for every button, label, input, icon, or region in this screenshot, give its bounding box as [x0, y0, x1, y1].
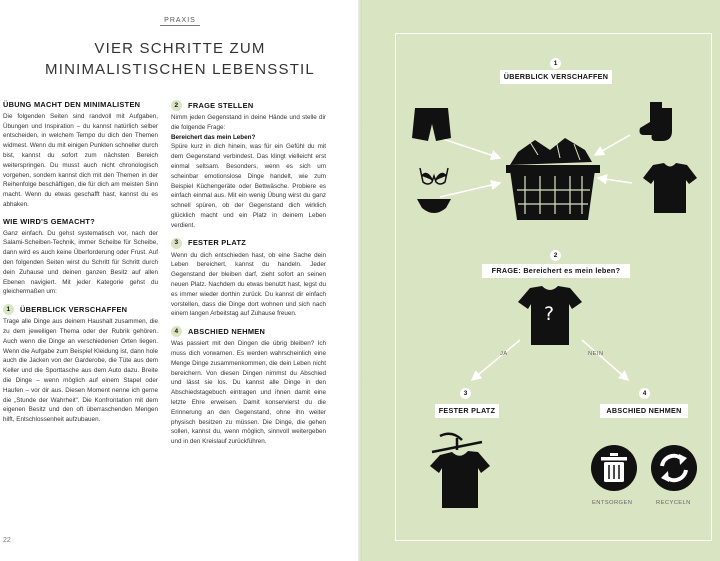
diagram-step3-number: 3: [460, 388, 471, 399]
trash-icon: [591, 445, 637, 491]
step3-number: 3: [171, 238, 182, 249]
step1-number: 1: [3, 304, 14, 315]
page-title-line1: VIER SCHRITTE ZUM: [94, 40, 266, 57]
arrow-bikini-to-basket: [440, 183, 500, 197]
dispose-label: ENTSORGEN: [592, 500, 633, 506]
step4-heading: [171, 326, 326, 337]
step2-text2: Spüre kurz in dich hinein, was für ein Gefühl du mit dem Gegenstand verbindest. Das klingt vielleicht erst einmal seltsam. Besonders, wenn es sich um scheinbar emotionslose Dinge handelt, wie zum Beispiel Küchengeräte oder Bettwäsche. Probiere es einfach einmal aus. Mit ein wenig Übung wirst du ganz schnell spüren, ob der Gegenstand dich wirklich glücklich macht und ein Platz in deinem Leben verdient.: [171, 143, 326, 229]
question-mark: ?: [543, 303, 555, 325]
diagram-step1-number: 1: [550, 58, 561, 69]
diagram-step2-number: 2: [550, 250, 561, 261]
step2-text: Nimm jeden Gegenstand in deine Hände und stelle dir die folgende Frage:: [171, 114, 326, 131]
intro-text: Die folgenden Seiten sind randvoll mit Aufgaben, Übungen und Inspiration – du kannst natürlich selber entscheiden, in welchem Tempo du dich den Themen widmest. Wenn du mit einigen Punkten schneller durch bist, kannst du sofort zum nächsten Bereich weiterspringen. Du musst auch nicht chronologisch vorgehen, sondern kannst dich mit den Themen in der Reihenfolge beschäftigen, die für dich am meisten Sinn macht. Wenn du etwas geschafft hast, kannst du es abhaken.: [3, 112, 158, 208]
text-column-2: [171, 100, 326, 454]
step2-heading-text: FRAGE STELLEN: [188, 100, 254, 110]
step3-heading-text: FESTER PLATZ: [188, 238, 247, 248]
step1-text: Trage alle Dinge aus deinem Haushalt zusammen, die zu dem jeweiligen Thema oder der Rubrik gehören. Auch wenn die Dinge an verschiedenen Orten liegen. Wenn die Aufgabe zum Beispiel Kleidung ist, dann hole auch die Jacken von der Garderobe, die Tüte aus dem Keller und die Sporttasche aus dem Auto dazu. Breite die Dinge – wenn möglich auf einem Stapel oder Haufen – vor dir aus. Diesen Moment nenne ich gerne die „Stunde der Wahrheit". Die Konfrontation mit dem eigenen Besitz und den oft überraschenden Mengen hilft, Entschlossenheit aufzubauen.: [3, 318, 158, 424]
step3-text: Wenn du dich entschieden hast, ob eine Sache dein Leben bereichert, kannst du handeln. Jeder Gegenstand der bleiben darf, zieht sofort an seinen neuen Platz. Nachdem du etwas benutzt hast, legst du es immer wieder dorthin zurück. Du kannst dir einfach vorstellen, dass die Dinge dort wohnen und sich nach einem langen Arbeitstag auf Zuhause freuen.: [171, 251, 326, 318]
step1-heading: [3, 304, 158, 315]
arrow-yes: [472, 340, 520, 380]
step4-text: Was passiert mit den Dingen die übrig bleiben? Ich muss dich vorwarnen. Es werden wahrscheinlich eine Menge Dinge zusammenkommen, die dein Leben nicht bereichern. Von diesen Dingen nimmst du Abschied und lässt sie los. Du kannst alle Dinge in den Abschiedstagebuch eintragen und ihnen damit eine letzte Ehre erweisen. Damit konservierst du die Erinnerung an den Gegenstand, ohne ihn weiter physisch besitzen zu müssen. Die Dinge, die gehen sollen, kannst du, wenn möglich, sinnvoll weitergeben und in den Kreislauf zurückführen.: [171, 340, 326, 446]
diagram-graphics: [360, 0, 720, 561]
step4-number: 4: [171, 326, 182, 337]
no-label: NEIN: [588, 351, 604, 357]
recycle-label: RECYCELN: [656, 500, 691, 506]
arrow-socks-to-basket: [595, 135, 630, 155]
arrow-shirt-to-basket: [598, 178, 632, 183]
diagram-step2-label: FRAGE: Bereichert es mein leben?: [482, 264, 630, 278]
diagram-step4-label: ABSCHIED NEHMEN: [600, 404, 688, 418]
hanger-shirt-icon: [430, 434, 490, 508]
arrow-no: [582, 340, 628, 380]
page-title-line2: MINIMALISTISCHEN LEBENSSTIL: [45, 61, 315, 78]
tshirt-icon: [643, 163, 697, 213]
arrow-shorts-to-basket: [440, 138, 500, 158]
recycle-icon: [651, 445, 697, 491]
step3-heading: [171, 238, 326, 249]
step2-question: Bereichert das mein Leben?: [171, 133, 256, 141]
diagram-step3-label: FESTER PLATZ: [435, 404, 499, 418]
yes-label: JA: [500, 351, 508, 357]
basket-icon: [506, 138, 600, 220]
text-column-1: [3, 100, 158, 432]
intro-heading: ÜBUNG MACHT DEN MINIMALISTEN: [3, 100, 141, 109]
socks-icon: [640, 102, 673, 141]
page-number: 22: [3, 537, 11, 544]
step1-heading-text: ÜBERBLICK VERSCHAFFEN: [20, 304, 128, 314]
step4-heading-text: ABSCHIED NEHMEN: [188, 326, 266, 336]
diagram-step1-label: ÜBERBLICK VERSCHAFFEN: [500, 70, 612, 84]
bikini-icon: [417, 168, 451, 213]
how-heading: WIE WIRD'S GEMACHT?: [3, 216, 96, 226]
diagram-step4-number: 4: [639, 388, 650, 399]
shorts-icon: [412, 108, 451, 141]
section-tag: PRAXIS: [0, 17, 360, 24]
step2-heading: [171, 100, 326, 111]
step2-number: 2: [171, 100, 182, 111]
how-text: Ganz einfach. Du gehst systematisch vor, nach der Salami-Scheiben-Technik, immer Scheibe für Scheibe, dann wird es auch keine Überforderung oder Frust. Auf den folgenden Seiten wirst du Schritt für Schritt durch dein Zuhause und deinen ganzen Besitz auf allen Ebenen navigiert. Mit jeder Kategorie gehst du gleichermaßen um:: [3, 229, 158, 296]
